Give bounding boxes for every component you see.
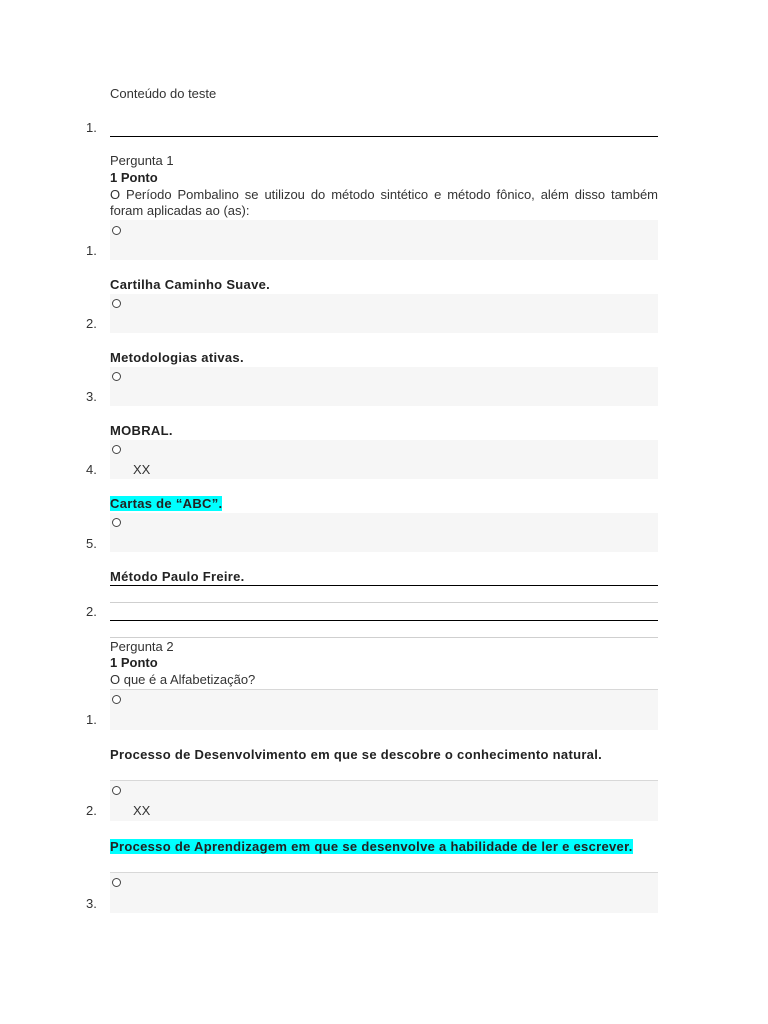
option-radio[interactable] <box>112 226 121 235</box>
divider <box>110 136 658 137</box>
option-radio[interactable] <box>112 878 121 887</box>
option-radio[interactable] <box>112 445 121 454</box>
option-text: Cartilha Caminho Suave. <box>110 277 271 292</box>
option-text: MOBRAL. <box>110 423 173 438</box>
question-number: 1. <box>86 120 97 135</box>
question-text: O que é a Alfabetização? <box>110 672 256 687</box>
option-row <box>110 689 658 730</box>
question-number: 2. <box>86 604 97 619</box>
divider <box>110 637 658 638</box>
option-radio[interactable] <box>112 372 121 381</box>
question-label: Pergunta 2 <box>110 639 174 654</box>
answer-mark: XX <box>133 803 151 818</box>
option-text: Método Paulo Freire. <box>110 569 245 584</box>
option-text-highlighted: Cartas de “ABC”. <box>110 496 223 511</box>
option-row <box>110 780 658 821</box>
question-points: 1 Ponto <box>110 170 158 185</box>
option-text-highlighted: Processo de Aprendizagem em que se desenvolve a habilidade de ler e escrever. <box>110 839 633 854</box>
option-number: 1. <box>86 243 97 258</box>
option-number: 2. <box>86 803 97 818</box>
divider <box>110 585 658 586</box>
divider <box>110 602 658 603</box>
option-text: Metodologias ativas. <box>110 350 244 365</box>
option-number: 3. <box>86 389 97 404</box>
option-row <box>110 513 658 552</box>
option-radio[interactable] <box>112 299 121 308</box>
page-title: Conteúdo do teste <box>110 86 217 101</box>
question-points: 1 Ponto <box>110 655 158 670</box>
option-radio[interactable] <box>112 695 121 704</box>
option-radio[interactable] <box>112 518 121 527</box>
question-label: Pergunta 1 <box>110 153 174 168</box>
option-row <box>110 440 658 479</box>
option-radio[interactable] <box>112 786 121 795</box>
option-number: 2. <box>86 316 97 331</box>
option-text: Processo de Desenvolvimento em que se descobre o conhecimento natural. <box>110 747 603 762</box>
option-row <box>110 220 658 260</box>
option-number: 5. <box>86 536 97 551</box>
answer-mark: XX <box>133 462 151 477</box>
option-number: 3. <box>86 896 97 911</box>
question-text: O Período Pombalino se utilizou do método sintético e método fônico, além disso também foram aplicadas ao (as): <box>110 187 658 218</box>
divider <box>110 620 658 621</box>
option-row <box>110 294 658 333</box>
option-row <box>110 367 658 406</box>
option-number: 4. <box>86 462 97 477</box>
option-row <box>110 872 658 913</box>
option-number: 1. <box>86 712 97 727</box>
